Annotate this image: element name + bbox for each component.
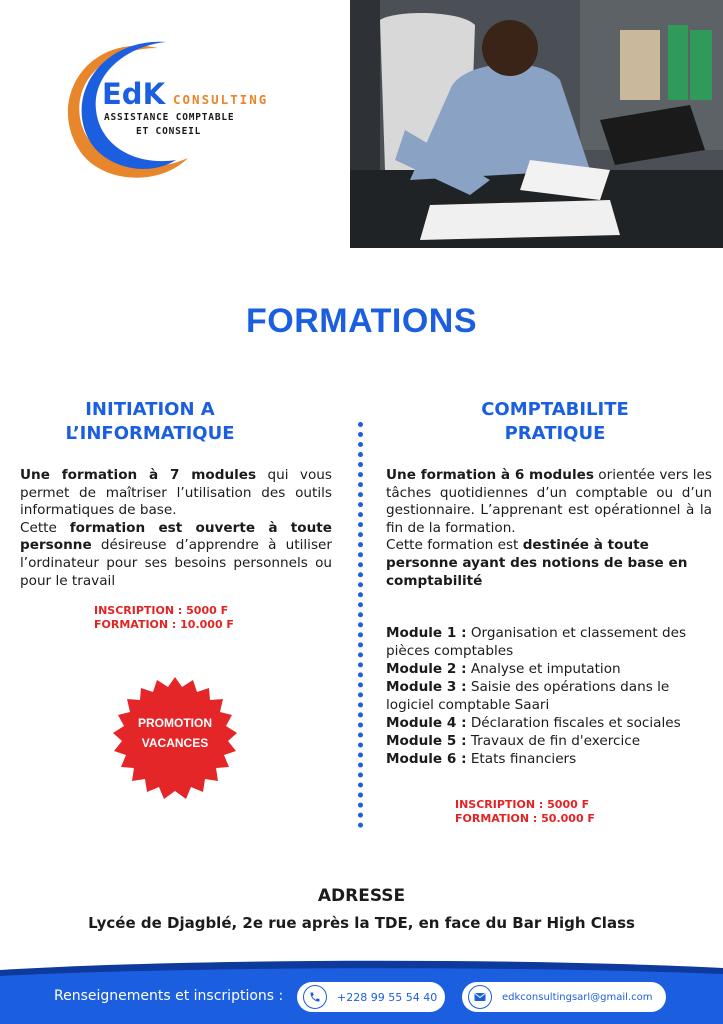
office-man-writing-photo	[350, 0, 723, 248]
right-course-title	[400, 398, 710, 446]
promo-line1: PROMOTION	[138, 716, 212, 730]
left-formation-price: FORMATION : 10.000 F	[94, 618, 234, 631]
left-price-block	[94, 604, 234, 632]
module-label: Module 4 :	[386, 715, 467, 731]
right-p1-rest: orientée vers les tâches quotidiennes d’un comptable ou d’un gestionnaire. L’apprenant est opérationnel à la fin de la formation.	[386, 467, 713, 536]
module-text: Etats financiers	[466, 751, 577, 767]
list-item	[386, 732, 706, 750]
email-contact[interactable]	[462, 982, 666, 1012]
module-label: Module 5 :	[386, 733, 467, 749]
module-list	[386, 624, 706, 768]
list-item	[386, 750, 706, 768]
email-address[interactable]: edkconsultingsarl@gmail.com	[502, 991, 653, 1003]
email-icon	[468, 985, 492, 1009]
right-course-description	[386, 467, 712, 590]
right-inscription: INSCRIPTION : 5000 F	[455, 798, 590, 811]
left-p2-rest: désireuse d’apprendre à utiliser l’ordinateur pour ses besoins personnels ou pour le travail	[20, 537, 332, 589]
module-label: Module 6 :	[386, 751, 467, 767]
svg-text:ASSISTANCE COMPTABLE	[104, 112, 234, 123]
right-price-block	[455, 798, 595, 826]
list-item	[386, 714, 706, 732]
left-course-title	[20, 398, 280, 446]
svg-text:EdK	[102, 77, 167, 111]
svg-text:ET CONSEIL	[136, 126, 201, 137]
column-divider	[358, 422, 363, 828]
list-item	[386, 660, 706, 678]
list-item	[386, 678, 706, 714]
right-p2-bold: destinée à toute personne ayant des notions de base en comptabilité	[386, 537, 688, 589]
module-label: Module 1 :	[386, 625, 467, 641]
right-course-title-line1: COMPTABILITE	[481, 399, 629, 420]
list-item	[386, 624, 706, 660]
left-p1-rest: qui vous permet de maîtriser l’utilisation des outils informatiques de base.	[20, 467, 332, 519]
photo-illustration	[350, 0, 723, 248]
module-label: Module 3 :	[386, 679, 467, 695]
address-title: ADRESSE	[317, 886, 406, 906]
right-p1-bold: Une formation à 6 modules	[386, 467, 594, 483]
svg-text:CONSULTING	[173, 92, 268, 107]
left-p2-bold: formation est ouverte à toute personne	[20, 519, 332, 554]
left-course-title-line2: L’INFORMATIQUE	[65, 423, 235, 444]
logo-swoosh-icon	[48, 38, 313, 188]
promo-line2: VACANCES	[141, 736, 209, 750]
left-p1-bold: Une formation à 7 modules	[20, 467, 257, 483]
company-logo	[48, 38, 313, 188]
promotion-badge	[113, 713, 237, 753]
phone-icon	[303, 985, 327, 1009]
phone-contact[interactable]	[297, 982, 445, 1012]
module-text: Déclaration fiscales et sociales	[466, 715, 681, 731]
logo-tagline-2: ET CONSEIL	[136, 126, 202, 137]
module-text: Analyse et imputation	[466, 661, 621, 677]
right-p2-start: Cette formation est	[386, 537, 523, 554]
page-title: FORMATIONS	[245, 302, 477, 340]
left-p2-start: Cette	[20, 519, 70, 536]
left-course-description	[20, 467, 332, 590]
phone-number[interactable]: +228 99 55 54 40	[337, 990, 438, 1004]
address-text: Lycée de Djagblé, 2e rue après la TDE, en face du Bar High Class	[88, 914, 635, 932]
module-text: Travaux de fin d'exercice	[466, 733, 641, 749]
right-formation-price: FORMATION : 50.000 F	[455, 812, 595, 825]
logo-tagline-1: ASSISTANCE COMPTABLE	[104, 112, 235, 123]
left-course-title-line1: INITIATION A	[85, 399, 215, 420]
right-course-title-line2: PRATIQUE	[504, 423, 606, 444]
logo-consulting: CONSULTING	[173, 92, 269, 107]
module-text: Organisation et classement des pièces comptables	[386, 625, 687, 659]
footer-label: Renseignements et inscriptions :	[54, 988, 284, 1004]
logo-brand: EdK	[102, 77, 166, 111]
module-label: Module 2 :	[386, 661, 467, 677]
module-text: Saisie des opérations dans le logiciel comptable Saari	[386, 679, 670, 713]
left-inscription: INSCRIPTION : 5000 F	[94, 604, 229, 617]
